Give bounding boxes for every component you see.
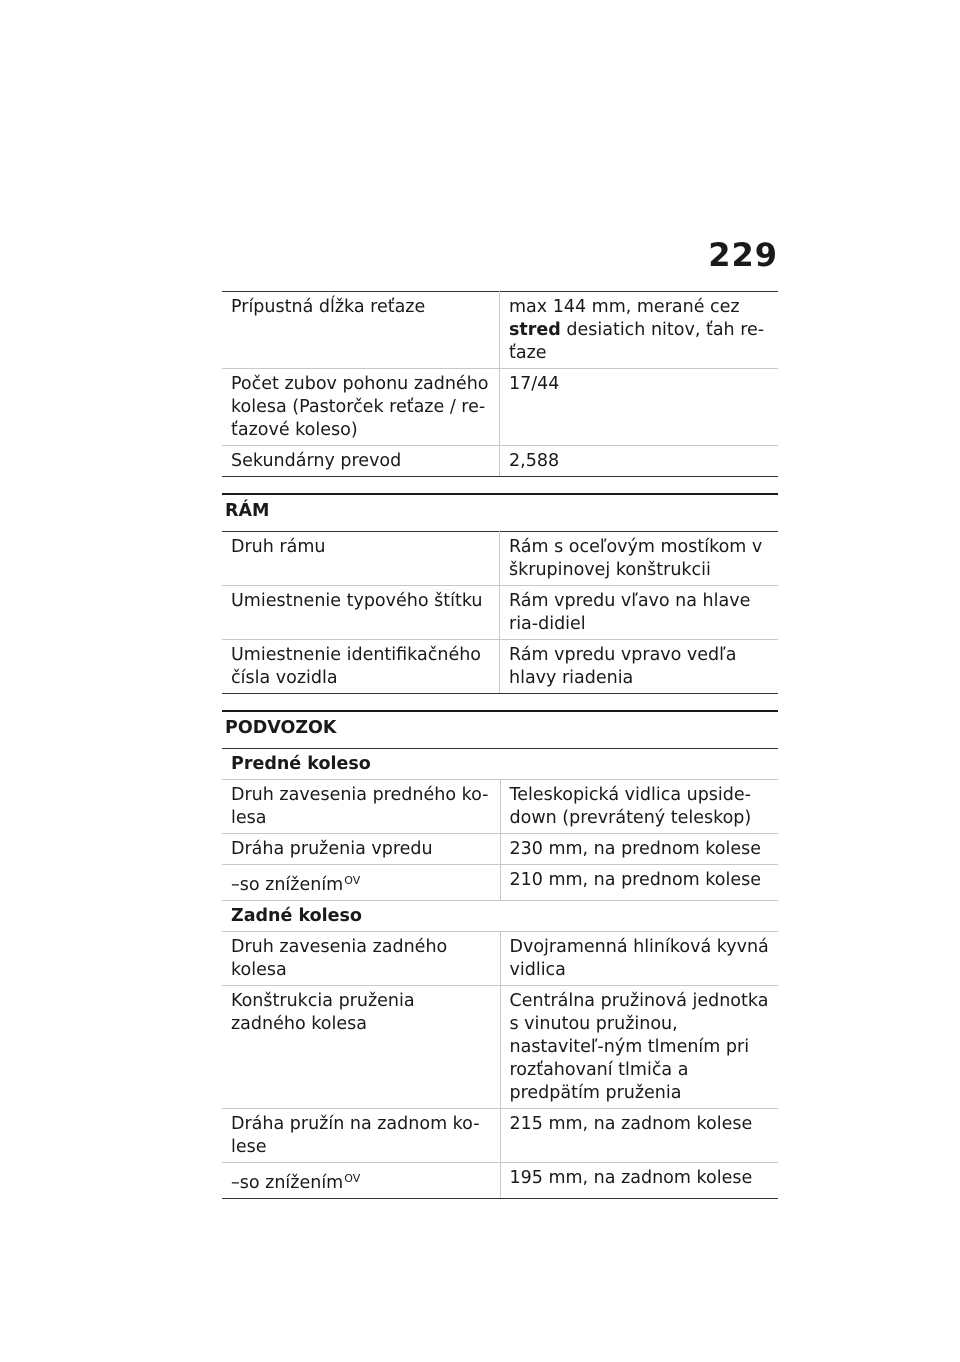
- row-value: 210 mm, na prednom kolese: [500, 865, 778, 901]
- table-row: [222, 292, 778, 369]
- option-superscript: OV: [344, 1172, 361, 1185]
- row-label-text: –so znížením: [231, 1173, 344, 1193]
- table-row: [222, 865, 778, 901]
- row-label: Umiestnenie typového štítku: [222, 586, 500, 640]
- table-row: [222, 834, 778, 865]
- row-value: Rám vpredu vpravo vedľa hlavy riadenia: [500, 640, 779, 694]
- row-value: 195 mm, na zadnom kolese: [500, 1163, 778, 1199]
- subheading-rear-wheel: Zadné koleso: [222, 901, 778, 932]
- row-label: Umiestnenie identifikačného čísla vozidla: [222, 640, 500, 694]
- row-value: 2,588: [500, 446, 779, 477]
- chain-length-value: max 144 mm, merané cez: [509, 297, 740, 317]
- table-row: [222, 446, 778, 477]
- chain-length-rest: desiatich nitov, ťah re-ťaze: [509, 320, 765, 363]
- row-label: Druh zavesenia predného ko-lesa: [222, 780, 500, 834]
- subheading-row: [222, 749, 778, 780]
- row-label: Sekundárny prevod: [222, 446, 500, 477]
- row-label: [222, 1163, 500, 1199]
- row-value: 17/44: [500, 369, 779, 446]
- row-label: Druh rámu: [222, 532, 500, 586]
- table-row: [222, 986, 778, 1109]
- chain-length-bold: stred: [509, 320, 561, 340]
- table-row: [222, 586, 778, 640]
- table-row: [222, 1109, 778, 1163]
- chassis-table: [222, 748, 778, 1199]
- row-label: Konštrukcia pruženia zadného kolesa: [222, 986, 500, 1109]
- row-value: Rám s oceľovým mostíkom v škrupinovej konštrukcii: [500, 532, 779, 586]
- section-heading-frame: RÁM: [222, 493, 778, 531]
- row-label: Počet zubov pohonu zadného kolesa (Pastorček reťaze / re-ťazové koleso): [222, 369, 500, 446]
- row-value: Dvojramenná hliníková kyvná vidlica: [500, 932, 778, 986]
- row-value: Teleskopická vidlica upside-down (prevrátený teleskop): [500, 780, 778, 834]
- subheading-row: [222, 901, 778, 932]
- row-label: Druh zavesenia zadného kolesa: [222, 932, 500, 986]
- row-value: [500, 292, 779, 369]
- table-row: [222, 1163, 778, 1199]
- row-value: 230 mm, na prednom kolese: [500, 834, 778, 865]
- row-value: 215 mm, na zadnom kolese: [500, 1109, 778, 1163]
- table-row: [222, 780, 778, 834]
- row-label-text: –so znížením: [231, 875, 344, 895]
- row-label: [222, 865, 500, 901]
- spec-content: [222, 291, 778, 1199]
- option-superscript: OV: [344, 874, 361, 887]
- row-label: Prípustná dĺžka reťaze: [222, 292, 500, 369]
- row-value: Rám vpredu vľavo na hlave ria-didiel: [500, 586, 779, 640]
- frame-table: [222, 531, 778, 694]
- row-label: Dráha pružín na zadnom ko-lese: [222, 1109, 500, 1163]
- table-row: [222, 369, 778, 446]
- drive-table: [222, 291, 778, 477]
- page-number: 229: [708, 236, 778, 274]
- subheading-front-wheel: Predné koleso: [222, 749, 778, 780]
- table-row: [222, 532, 778, 586]
- section-heading-chassis: PODVOZOK: [222, 710, 778, 748]
- row-label: Dráha pruženia vpredu: [222, 834, 500, 865]
- table-row: [222, 640, 778, 694]
- table-row: [222, 932, 778, 986]
- row-value: Centrálna pružinová jednotka s vinutou pružinou, nastaviteľ-ným tlmením pri rozťahovaní tlmiča a predpätím pruženia: [500, 986, 778, 1109]
